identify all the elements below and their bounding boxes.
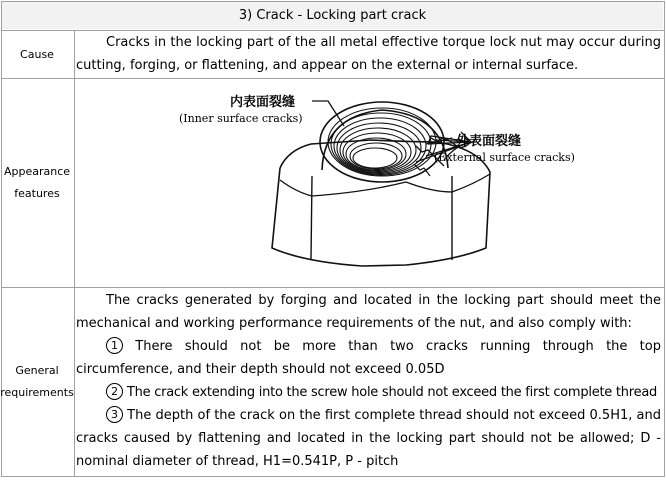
column-divider (74, 30, 75, 477)
item-number-2: 2 (106, 383, 123, 400)
outer-crack-label-cn: 外表面裂缝 (456, 134, 522, 149)
table-title: 3) Crack - Locking part crack (2, 2, 663, 29)
table-border-bottom (1, 476, 664, 477)
item-number-3: 3 (106, 406, 123, 423)
requirement-item-1 (76, 335, 661, 381)
requirement-item-2 (76, 381, 661, 404)
cause-label (1, 31, 73, 78)
lock-nut-illustration (76, 80, 663, 286)
general-intro: The cracks generated by forging and located in the locking part should meet the mechanical and working performance requirements of the nut, and also comply with: (76, 293, 661, 331)
inner-crack-label-en: (Inner surface cracks) (179, 112, 303, 125)
appearance-label (1, 79, 73, 287)
requirement-item-3 (76, 404, 661, 473)
row-divider (1, 287, 664, 288)
requirement-text-1: There should not be more than two cracks running through the top circumference, and their depth should not exceed 0.05D (76, 339, 661, 377)
cause-text: Cracks in the locking part of the all metal effective torque lock nut may occur during cutting, forging, or flattening, and appear on the external or internal surface. (76, 35, 661, 73)
table-border-right (664, 1, 665, 477)
row-divider (1, 78, 664, 79)
cause-label-text: Cause (20, 47, 54, 61)
requirement-text-3: The depth of the crack on the first complete thread should not exceed 0.5H1, and cracks caused by flattening and located in the locking part should not be allowed; D - nominal diameter of thread, H1=0.541P, P - pitch (76, 408, 661, 469)
inner-crack-label-cn: 内表面裂缝 (230, 95, 296, 110)
general-label (1, 288, 73, 476)
general-label-line1: General (15, 364, 59, 377)
outer-crack-label-en: (External surface cracks) (434, 151, 575, 164)
general-label-line2: requirements (0, 386, 74, 399)
cause-content (76, 31, 661, 78)
appearance-label-line1: Appearance (3, 165, 71, 178)
appearance-label-line2: features (14, 187, 60, 200)
item-number-1: 1 (106, 337, 123, 354)
requirement-text-2: The crack extending into the screw hole should not exceed the first complete thread (126, 385, 658, 400)
nut-edge-left (311, 176, 312, 260)
general-content (76, 289, 661, 476)
appearance-figure (76, 80, 663, 286)
